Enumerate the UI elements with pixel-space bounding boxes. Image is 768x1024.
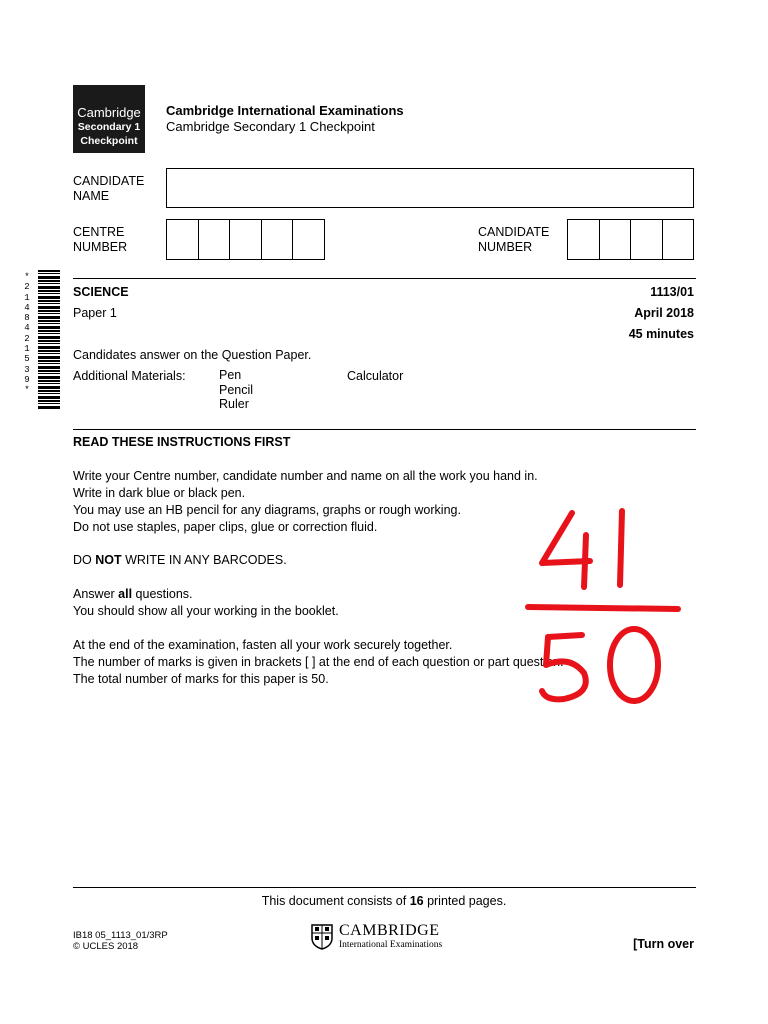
paper-number: Paper 1 xyxy=(73,306,117,320)
centre-number-label xyxy=(73,225,127,255)
divider xyxy=(73,429,696,430)
barcode xyxy=(38,270,60,410)
text-run-bold: NOT xyxy=(95,553,122,567)
score-digit-5 xyxy=(542,635,586,699)
subject: SCIENCE xyxy=(73,285,129,299)
divider xyxy=(73,278,696,279)
candidate-name-field[interactable] xyxy=(166,168,694,208)
logo-line-3: Checkpoint xyxy=(80,135,138,147)
candidate-digit-cell[interactable] xyxy=(600,220,631,259)
candidate-number-label-l2: NUMBER xyxy=(478,240,533,254)
material-item: Ruler xyxy=(219,397,249,411)
logo-line-2: Secondary 1 xyxy=(77,121,141,133)
text-run: Answer xyxy=(73,587,119,601)
score-digit-4-stem xyxy=(584,535,586,587)
cambridge-crest-icon xyxy=(311,924,333,950)
centre-number-label-l1: CENTRE xyxy=(73,225,125,239)
barcode-number: * 2 1 4 8 4 2 1 5 3 9 * xyxy=(24,272,30,396)
answer-instruction xyxy=(73,586,193,603)
centre-digit-cell[interactable] xyxy=(262,220,293,259)
header-subtitle: Cambridge Secondary 1 Checkpoint xyxy=(166,119,375,134)
candidate-number-label xyxy=(478,225,549,255)
candidate-name-label-l2: NAME xyxy=(73,189,110,203)
candidate-digit-cell[interactable] xyxy=(663,220,693,259)
text-run: This document consists of xyxy=(261,894,410,908)
score-digit-1 xyxy=(620,511,622,585)
page-count xyxy=(0,893,768,910)
instruction-line: The number of marks is given in brackets [ ] at the end of each question or part question. xyxy=(73,655,564,669)
candidate-name-label xyxy=(73,174,144,204)
instruction-line: Write in dark blue or black pen. xyxy=(73,486,246,500)
working-instruction: You should show all your working in the booklet. xyxy=(73,604,339,618)
divider xyxy=(73,887,696,888)
text-run: printed pages. xyxy=(423,894,507,908)
candidate-digit-cell[interactable] xyxy=(631,220,663,259)
candidate-name-label-l1: CANDIDATE xyxy=(73,174,145,188)
text-run: WRITE IN ANY BARCODES. xyxy=(121,553,287,567)
score-digit-0 xyxy=(610,629,658,701)
footer-ref-block xyxy=(73,930,168,952)
paper-code: 1113/01 xyxy=(650,285,694,299)
copyright: © UCLES 2018 xyxy=(73,941,139,952)
material-item: Calculator xyxy=(347,369,404,383)
text-run-bold: all xyxy=(118,587,133,601)
instructions-block-1 xyxy=(73,468,538,536)
logo-line-1: Cambridge xyxy=(77,105,141,120)
exam-duration: 45 minutes xyxy=(628,327,694,341)
exam-date: April 2018 xyxy=(634,306,694,320)
text-run: questions. xyxy=(132,587,193,601)
centre-digit-cell[interactable] xyxy=(230,220,262,259)
centre-number-label-l2: NUMBER xyxy=(73,240,128,254)
material-item: Pen xyxy=(219,368,242,382)
text-run-bold: 16 xyxy=(409,894,424,908)
text-run: DO xyxy=(73,553,96,567)
candidate-number-field[interactable] xyxy=(567,219,694,260)
candidate-number-label-l1: CANDIDATE xyxy=(478,225,550,239)
handwritten-score xyxy=(520,505,690,705)
centre-number-field[interactable] xyxy=(166,219,325,260)
candidate-digit-cell[interactable] xyxy=(568,220,600,259)
material-item: Pencil xyxy=(219,382,254,397)
answer-note: Candidates answer on the Question Paper. xyxy=(73,348,312,362)
cambridge-brand: CAMBRIDGE xyxy=(339,922,440,939)
score-fraction-bar xyxy=(528,607,678,609)
centre-digit-cell[interactable] xyxy=(199,220,230,259)
instruction-line: The total number of marks for this paper is 50. xyxy=(73,672,329,686)
barcode-instruction xyxy=(73,552,287,569)
instruction-line: At the end of the examination, fasten all your work securely together. xyxy=(73,638,453,652)
header-title: Cambridge International Examinations xyxy=(166,103,404,118)
centre-digit-cell[interactable] xyxy=(293,220,324,259)
cambridge-brand-sub: International Examinations xyxy=(339,940,443,950)
instruction-line: Do not use staples, paper clips, glue or correction fluid. xyxy=(73,520,378,534)
materials-list xyxy=(219,368,253,412)
instruction-line: Write your Centre number, candidate number and name on all the work you hand in. xyxy=(73,469,538,483)
centre-digit-cell[interactable] xyxy=(167,220,199,259)
document-ref: IB18 05_1113_01/3RP xyxy=(73,930,168,941)
instruction-line: You may use an HB pencil for any diagrams, graphs or rough working. xyxy=(73,503,461,517)
instructions-heading: READ THESE INSTRUCTIONS FIRST xyxy=(73,435,291,449)
checkpoint-logo xyxy=(73,85,145,153)
turn-over: [Turn over xyxy=(633,937,694,951)
instructions-block-3 xyxy=(73,637,564,688)
materials-label: Additional Materials: xyxy=(73,369,186,383)
